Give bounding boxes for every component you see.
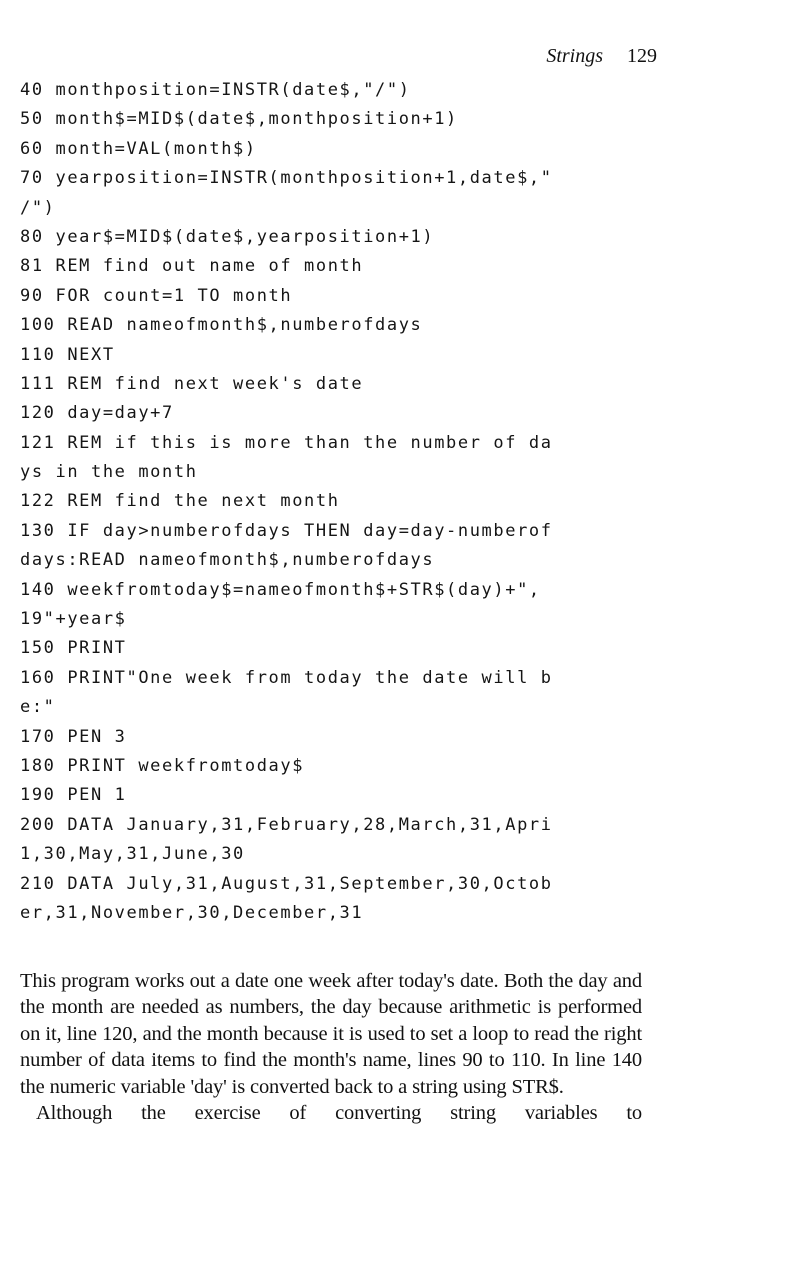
code-line: 100 READ nameofmonth$,numberofdays <box>20 315 423 336</box>
code-line: 121 REM if this is more than the number of da <box>20 432 553 453</box>
code-line: 160 PRINT"One week from today the date will b <box>20 667 553 688</box>
section-title: Strings <box>546 45 603 67</box>
code-line: 40 monthposition=INSTR(date$,"/") <box>20 80 411 100</box>
code-line: 190 PEN 1 <box>20 785 127 806</box>
code-line: days:READ nameofmonth$,numberofdays <box>20 550 435 571</box>
running-header <box>0 44 657 68</box>
code-line: 140 weekfromtoday$=nameofmonth$+STR$(day)+", <box>20 579 541 600</box>
code-line: 210 DATA July,31,August,31,September,30,Octob <box>20 873 553 894</box>
code-line: 120 day=day+7 <box>20 403 174 424</box>
code-line: 180 PRINT weekfromtoday$ <box>20 755 305 776</box>
code-listing <box>20 76 580 928</box>
body-text <box>20 968 642 1126</box>
code-line: 130 IF day>numberofdays THEN day=day-numberof <box>20 520 553 541</box>
code-line: 90 FOR count=1 TO month <box>20 285 293 306</box>
paragraph: This program works out a date one week after today's date. Both the day and the month are needed as numbers, the day because arithmetic is performed on it, line 120, and the month because it is used to set a loop to read the right number of data items to find the month's name, lines 90 to 110. In line 140 the numeric variable 'day' is converted back to a string using STR$. <box>20 970 642 1098</box>
code-line: e:" <box>20 697 56 718</box>
code-line: 150 PRINT <box>20 638 127 659</box>
code-line: 110 NEXT <box>20 344 115 365</box>
code-line: 81 REM find out name of month <box>20 256 364 277</box>
code-line: /") <box>20 197 56 218</box>
paragraph: Although the exercise of converting string variables to <box>36 1102 642 1125</box>
code-line: 70 yearposition=INSTR(monthposition+1,date$," <box>20 168 553 189</box>
code-line: 200 DATA January,31,February,28,March,31,Apri <box>20 814 553 835</box>
code-line: 1,30,May,31,June,30 <box>20 844 245 865</box>
code-line: 60 month=VAL(month$) <box>20 138 257 159</box>
page-number: 129 <box>627 45 657 67</box>
code-line: ys in the month <box>20 462 198 483</box>
code-line: 170 PEN 3 <box>20 726 127 747</box>
code-line: 50 month$=MID$(date$,monthposition+1) <box>20 109 458 130</box>
code-line: 122 REM find the next month <box>20 491 340 512</box>
code-line: er,31,November,30,December,31 <box>20 902 364 923</box>
code-line: 19"+year$ <box>20 609 127 630</box>
code-line: 80 year$=MID$(date$,yearposition+1) <box>20 226 435 247</box>
code-line: 111 REM find next week's date <box>20 373 364 394</box>
